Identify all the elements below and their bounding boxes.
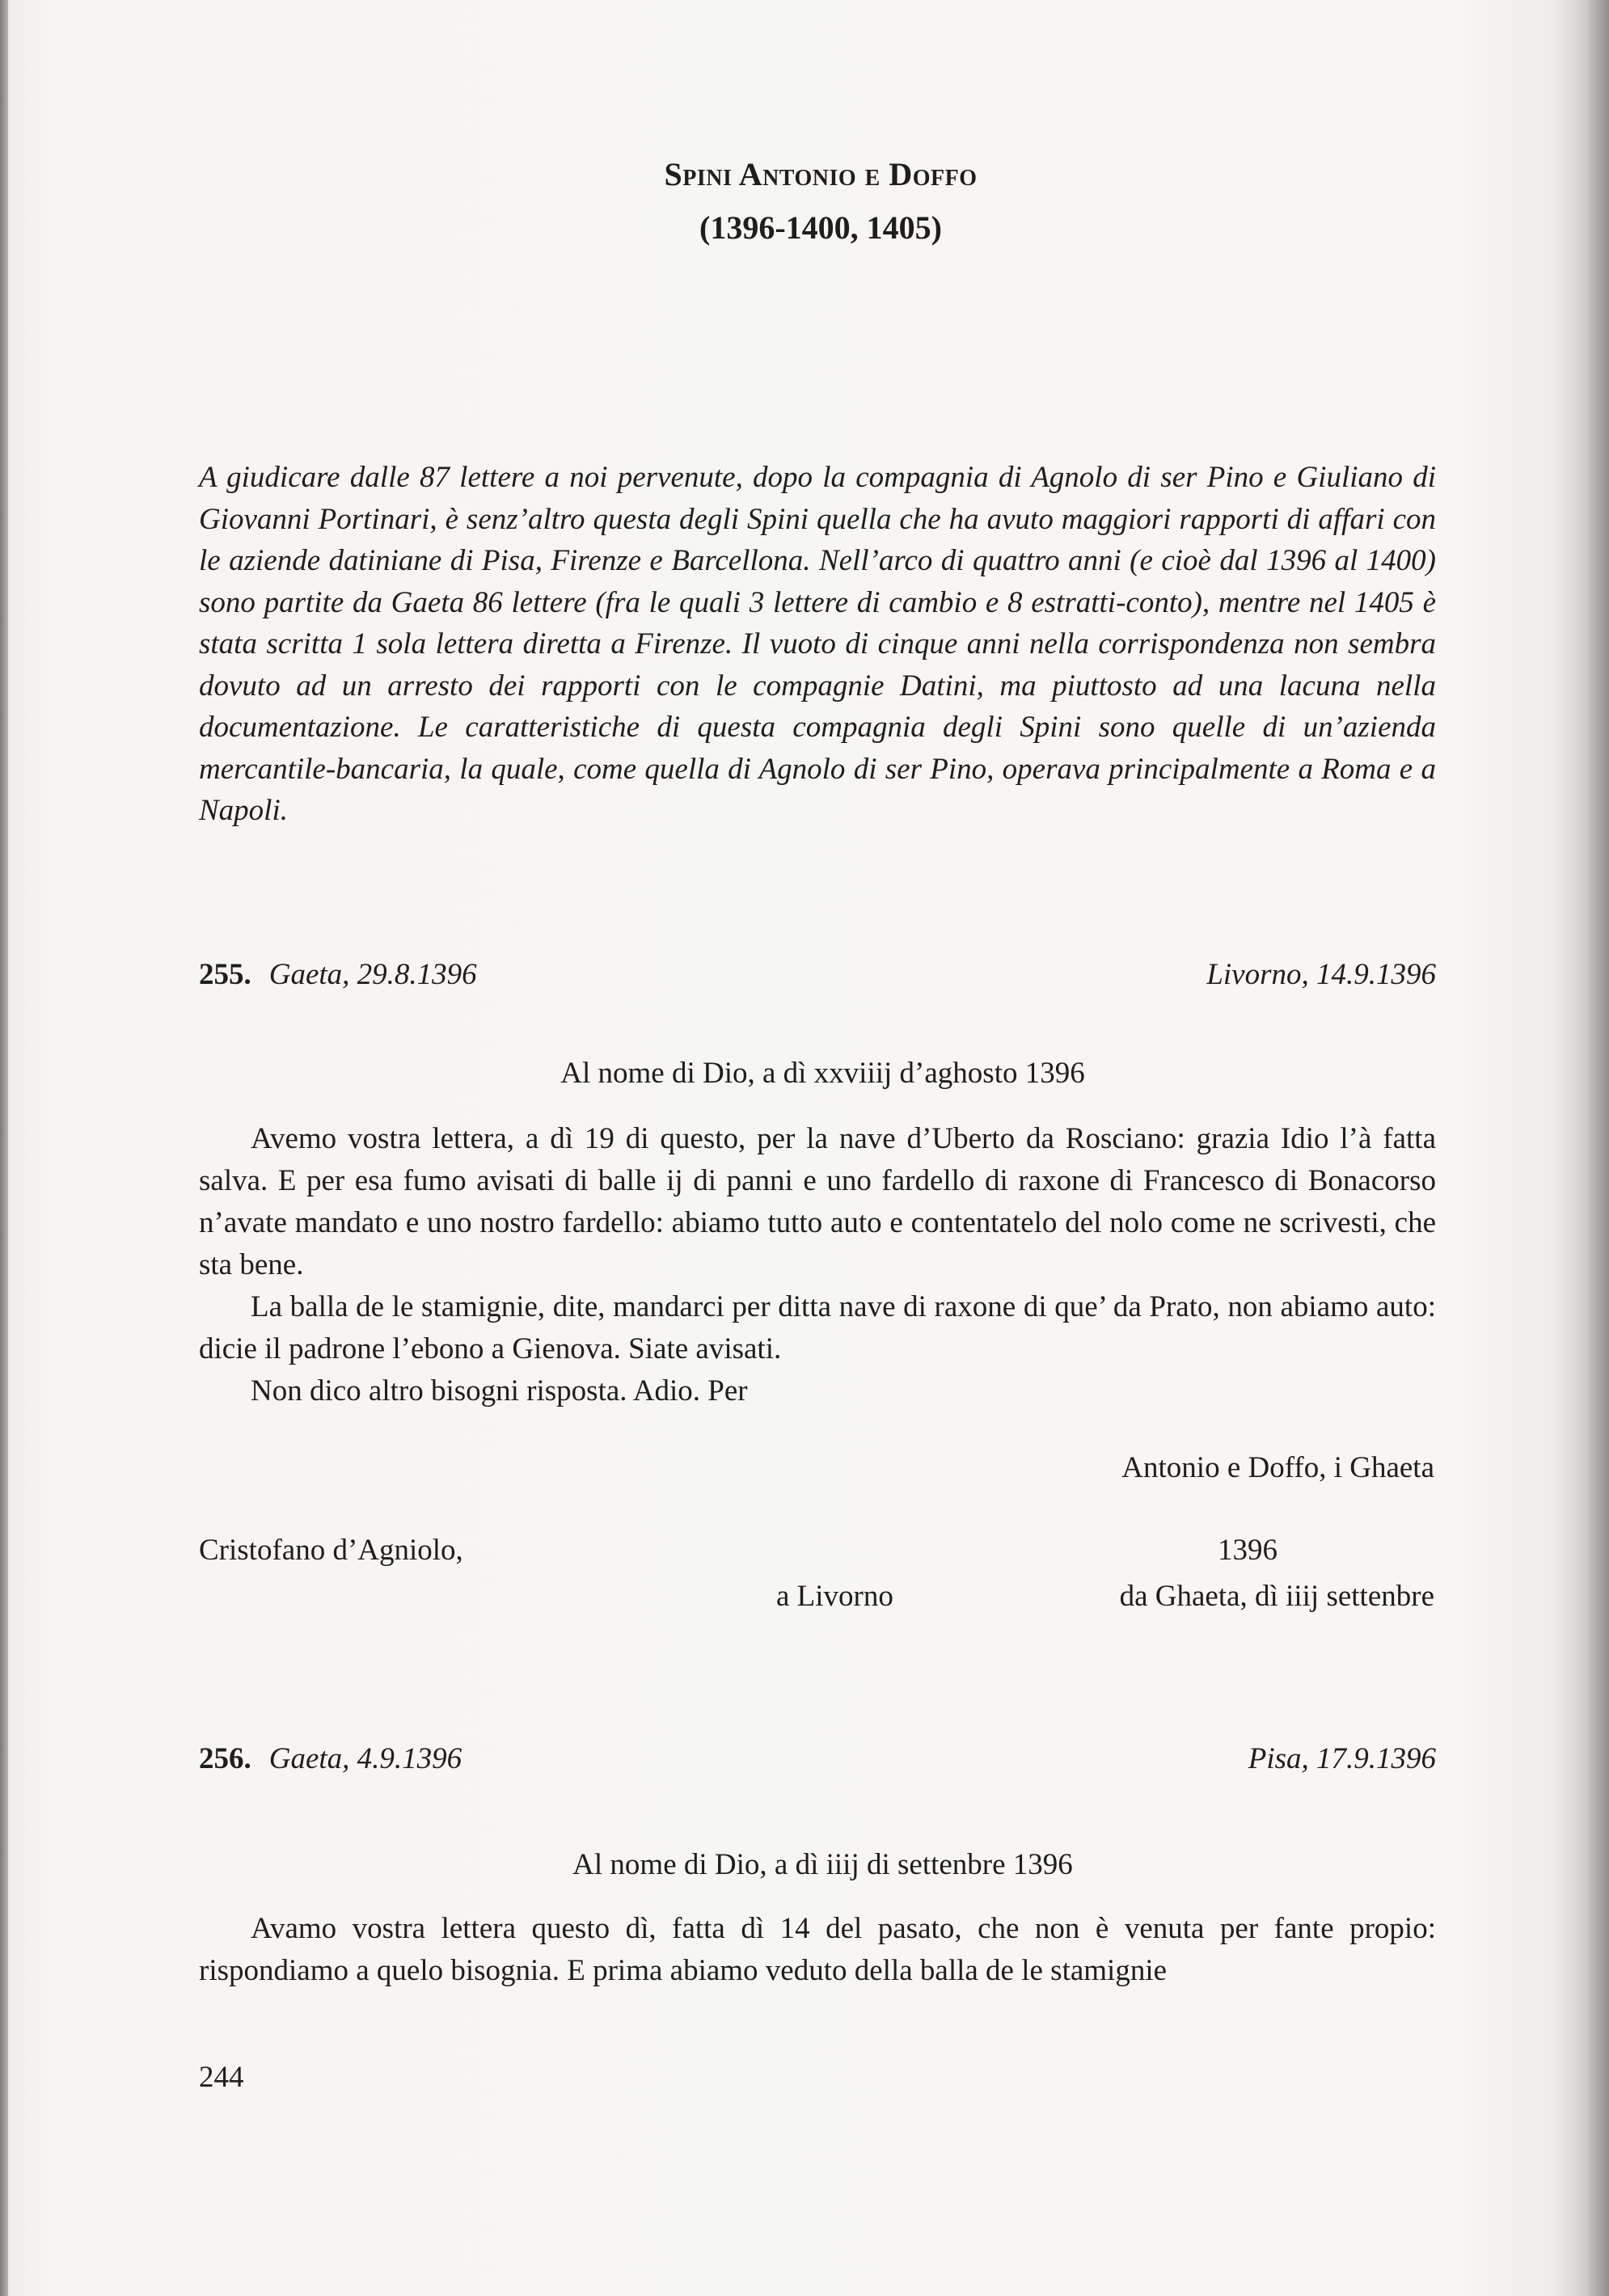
page-stack-edge [1588,0,1609,2296]
page-number: 244 [199,2061,244,2094]
letter-paragraph: Avemo vostra lettera, a dì 19 di questo, per la nave d’Uberto da Rosciano: grazia Idio l’à fatta salva. E per esa fumo avisati di balle ij di panni e uno fardello di raxone di Francesco di Bonacorso n’avate mandato e uno nostro fardello: abiamo tutto auto e contentatelo del nolo come ne scrivesti, che sta bene. [199,1122,1436,1281]
letter-paragraph: Non dico altro bisogni risposta. Adio. Per [251,1374,748,1408]
letter-destination: Livorno, 14.9.1396 [1206,958,1436,991]
letter-origin: Gaeta, 29.8.1396 [268,958,477,991]
address-place: a Livorno [776,1580,893,1613]
letter-origin: Gaeta, 4.9.1396 [268,1742,462,1775]
letter-number: 255. [199,958,251,991]
letter-paragraph: Avamo vostra lettera questo dì, fatta dì 14 del pasato, che non è venuta per fante propio: rispondiamo a quelo bisognia. E prima abiamo veduto della balla de le stamignie [199,1912,1436,1987]
receipt-year: 1396 [1218,1534,1277,1567]
letter-destination: Pisa, 17.9.1396 [1248,1742,1436,1775]
letter-header-255 [199,957,1436,992]
chapter-title: Spini Antonio e Doffo [664,156,978,192]
letter-salutation: Al nome di Dio, a dì iiij di settenbre 1396 [572,1848,1073,1881]
letter-number: 256. [199,1742,251,1775]
address-name: Cristofano d’Agniolo, [199,1534,463,1567]
letter-paragraph: La balla de le stamignie, dite, mandarci per ditta nave di raxone di que’ da Prato, non abiamo auto: dicie il padrone l’ebono a Gienova. Siate avisati. [199,1290,1436,1365]
chapter-dates: (1396-1400, 1405) [699,209,942,246]
receipt-note: da Ghaeta, dì iiij settenbre [1119,1580,1434,1613]
book-binding-edge [0,0,8,2296]
intro-paragraph: A giudicare dalle 87 lettere a noi pervenute, dopo la compagnia di Agnolo di ser Pino e Giuliano di Giovanni Portinari, è senz’altro questa degli Spini quella che ha avuto maggiori rapporti di affari con le aziende datiniane di Pisa, Firenze e Barcellona. Nell’arco di quattro anni (e cioè dal 1396 al 1400) sono partite da Gaeta 86 lettere (fra le quali 3 lettere di cambio e 8 estratti-conto), mentre nel 1405 è stata scritta 1 sola lettera diretta a Firenze. Il vuoto di cinque anni nella corrispondenza non sembra dovuto ad un arresto dei rapporti con le compagnie Datini, ma piuttosto ad una lacuna nella documentazione. Le caratteristiche di questa compagnia degli Spini sono quelle di un’azienda mercantile-bancaria, la quale, come quella di Agnolo di ser Pino, operava principalmente a Roma e a Napoli. [199,461,1436,827]
letter-signature: Antonio e Doffo, i Ghaeta [1121,1451,1434,1484]
letter-salutation: Al nome di Dio, a dì xxviiij d’aghosto 1396 [560,1057,1085,1090]
letter-header-256 [199,1741,1436,1776]
